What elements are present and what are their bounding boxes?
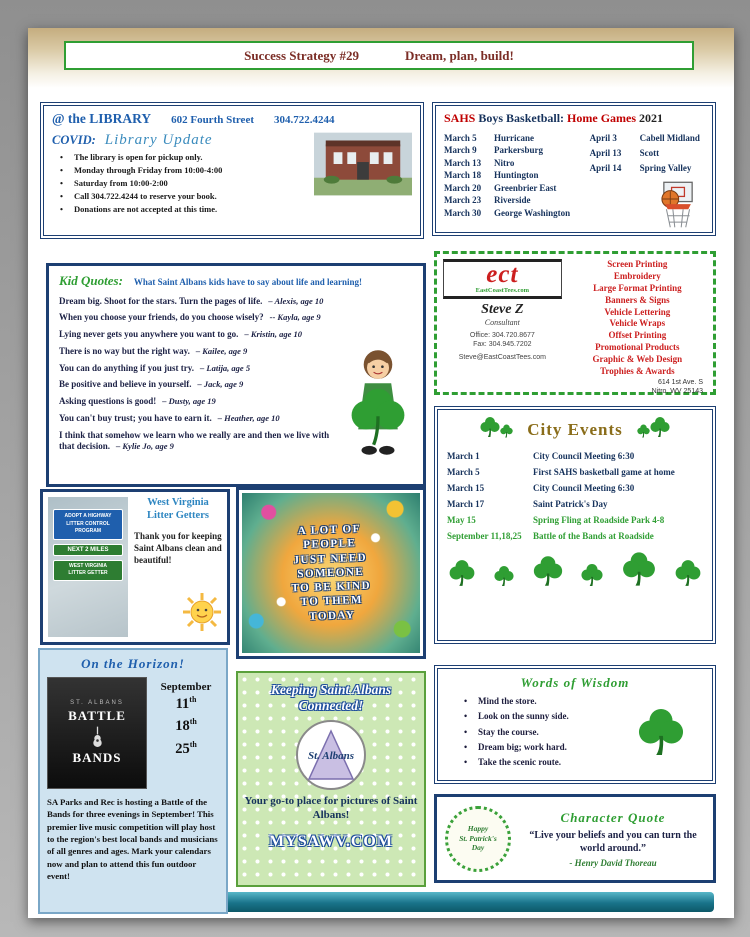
event-date: March 17	[447, 499, 485, 509]
library-building-photo	[314, 132, 412, 196]
litter-body: Thank you for keeping Saint Albans clean and beautiful!	[134, 531, 222, 566]
connected-title	[244, 682, 418, 713]
shamrock-icon	[581, 563, 603, 587]
game-date: March 5	[444, 132, 477, 143]
east-coast-tees-ad	[434, 251, 716, 395]
kindness-line: PEOPLE	[303, 537, 357, 552]
kindness-line: TO THEM	[300, 594, 364, 609]
ect-services-column	[568, 259, 707, 395]
library-bullet: • Donations are not accepted at this time.	[52, 204, 306, 214]
badge-line: Day	[471, 843, 485, 853]
event-desc: First SAHS basketball game at home	[533, 467, 675, 477]
library-title: @ the LIBRARY	[52, 111, 152, 126]
date-suffix: th	[189, 740, 197, 750]
sign-line: LITTER GETTER	[68, 570, 108, 576]
game-date: April 14	[589, 162, 622, 173]
covid-update-heading	[52, 131, 306, 149]
wisdom-item: • Look on the sunny side.	[448, 709, 638, 724]
quote-attribution: – Latija, age 5	[200, 362, 251, 373]
date-number: 25	[175, 740, 190, 757]
event-desc: Battle of the Bands at Roadside	[533, 531, 654, 541]
litter-getters-section	[40, 489, 230, 645]
badge-line: Happy	[467, 824, 489, 834]
ect-service: Embroidery	[613, 270, 661, 281]
ect-address-line1: 614 1st Ave. S	[657, 378, 703, 386]
wisdom-item: • Take the scenic route.	[448, 755, 638, 770]
event-desc: City Council Meeting 6:30	[533, 451, 635, 461]
st-patricks-wreath-badge	[445, 806, 511, 872]
quote-attribution: – Kylie Jo, age 9	[116, 440, 174, 451]
ect-consultant-role: Consultant	[484, 317, 520, 327]
game-row	[444, 170, 590, 180]
game-date: March 30	[444, 207, 482, 218]
ect-logo-text: ect	[486, 261, 519, 288]
library-bullet: • Monday through Friday from 10:00-4:00	[52, 165, 306, 175]
kindness-line: SOMEONE	[297, 565, 365, 581]
shamrock-icon	[480, 416, 513, 443]
kid-quotes-header	[59, 272, 413, 290]
shamrock-girl-clipart	[343, 348, 413, 458]
city-events-title: City Events	[527, 419, 623, 439]
success-strategy-banner	[64, 41, 694, 70]
words-of-wisdom-section	[434, 665, 716, 784]
quote-text: Be positive and believe in yourself.	[59, 379, 192, 390]
ect-service: Banners & Signs	[605, 294, 670, 305]
quote-attribution: – Alexis, age 10	[268, 295, 324, 306]
kid-quote	[59, 296, 413, 307]
horizon-row	[47, 677, 219, 789]
game-row	[444, 145, 590, 155]
basketball-hoop-icon	[652, 181, 704, 240]
quote-text: When you choose your friends, do you choose wisely?	[59, 312, 264, 323]
basketball-april-column	[590, 130, 704, 240]
kid-quote	[59, 312, 413, 323]
library-body	[52, 130, 412, 217]
banner-right-text: Dream, plan, build!	[404, 47, 514, 63]
on-the-horizon-section	[38, 648, 228, 914]
game-row	[590, 133, 704, 143]
quote-text: I think that somehow we learn who we really are and then we live with that decision.	[59, 429, 330, 451]
sign-line: LITTER CONTROL	[66, 520, 110, 527]
st-albans-logo-text: St. Albans	[307, 750, 355, 763]
shamrock-icon	[449, 559, 475, 587]
ect-fax: Fax: 304.945.7202	[473, 341, 532, 349]
sign-line: ADOPT A HIGHWAY	[64, 513, 112, 519]
battle-of-bands-poster	[47, 677, 147, 789]
covid-label: COVID:	[52, 133, 96, 147]
shamrock-icon	[494, 565, 514, 587]
connected-title-line: Keeping Saint Albans	[270, 682, 392, 697]
shamrock-icon	[637, 416, 670, 443]
litter-title: West Virginia Litter Getters	[147, 497, 209, 521]
event-date: May 15	[447, 515, 476, 525]
ect-service: Offset Printing	[608, 330, 667, 341]
game-opponent: Nitro	[494, 157, 515, 168]
poster-line: BANDS	[72, 750, 122, 765]
date-suffix: th	[189, 717, 197, 727]
connected-title-line: Connected!	[298, 697, 364, 713]
game-opponent: Parkersburg	[494, 145, 543, 155]
kindness-line: TO BE KIND	[291, 579, 372, 595]
shamrock-row	[447, 551, 703, 587]
event-date: September 11,18,25	[447, 531, 522, 541]
game-row	[444, 195, 590, 205]
basketball-section	[432, 102, 716, 236]
ect-office-phone: Office: 304.720.8677	[469, 331, 535, 339]
basketball-march-column	[444, 130, 590, 240]
quote-attribution: – Kailee, age 9	[195, 345, 248, 356]
quote-text: There is no way but the right way.	[59, 345, 190, 356]
basketball-year: 2021	[639, 111, 664, 125]
game-row	[590, 148, 704, 158]
event-date: March 1	[447, 451, 480, 461]
library-text-column	[52, 130, 306, 217]
kid-quote	[59, 329, 413, 340]
game-opponent: George Washington	[494, 207, 571, 218]
game-opponent: Cabell Midland	[639, 132, 700, 143]
library-section	[40, 102, 424, 239]
game-opponent: Greenbrier East	[494, 182, 557, 193]
date-number: 11	[175, 696, 190, 712]
horizon-dates	[153, 677, 219, 789]
litter-getter-sign	[53, 560, 123, 581]
city-events-header	[447, 416, 703, 443]
connected-website: MYSAWV.COM	[269, 832, 393, 850]
game-row	[444, 133, 590, 143]
game-opponent: Huntington	[494, 170, 539, 180]
litter-sign-photo	[48, 497, 128, 637]
city-events-list	[447, 451, 703, 541]
horizon-body: SA Parks and Rec is hosting a Battle of the Bands for three evenings in September! This premier live music competition will play host to the region's best local bands and musicians of all genres and ages. Mark your calendars now and plan to attend this fun outdoor event!	[47, 797, 218, 881]
ect-address-line2: Nitro, WV 25143	[651, 387, 703, 395]
game-date: March 18	[444, 170, 482, 180]
wisdom-row	[448, 694, 702, 770]
wisdom-item: • Dream big; work hard.	[448, 740, 638, 755]
connected-body: Your go-to place for pictures of Saint Albans!	[244, 795, 418, 821]
date-suffix: th	[189, 695, 197, 705]
quote-attribution: -- Kayla, age 9	[269, 312, 321, 323]
kindness-text	[289, 522, 372, 625]
character-quote-title: Character Quote	[560, 809, 666, 825]
game-row	[444, 183, 590, 193]
event-desc: City Council Meeting 6:30	[533, 483, 635, 493]
kindness-line: JUST NEED	[293, 551, 368, 566]
library-address: 602 Fourth Street	[171, 114, 254, 126]
wisdom-list	[448, 694, 638, 770]
next-two-miles-sign: NEXT 2 MILES	[53, 544, 123, 556]
ect-service: Vehicle Wraps	[609, 318, 666, 329]
quote-text: Lying never gets you anywhere you want to go.	[59, 329, 239, 339]
kindness-line: TODAY	[309, 608, 356, 623]
ect-service: Graphic & Web Design	[592, 354, 683, 364]
sun-icon	[182, 592, 222, 637]
adopt-highway-sign	[53, 509, 123, 540]
date-number: 18	[175, 718, 190, 735]
st-albans-logo	[296, 720, 366, 790]
character-quote-body	[521, 810, 705, 868]
ect-logo-sub: EastCoastTees.com	[475, 286, 530, 294]
newsletter-page	[28, 28, 734, 918]
litter-text-column	[134, 497, 222, 637]
library-bullet-list	[52, 152, 306, 214]
game-date: March 13	[444, 157, 482, 168]
basketball-schedule	[444, 130, 704, 240]
ect-service: Promotional Products	[595, 342, 680, 353]
wisdom-item: • Mind the store.	[448, 694, 638, 709]
game-date: April 13	[589, 147, 622, 158]
kid-quotes-section	[46, 263, 426, 487]
kindness-line: A LOT OF	[297, 522, 362, 538]
game-date: March 9	[444, 145, 477, 155]
poster-line: ST. ALBANS	[70, 700, 124, 706]
ect-consultant-name: Steve Z	[481, 301, 524, 317]
guitar-icon	[91, 726, 104, 748]
game-opponent: Scott	[639, 147, 660, 158]
game-opponent: Riverside	[494, 195, 531, 205]
connected-section	[236, 671, 426, 887]
game-row	[444, 208, 590, 218]
badge-line: St. Patrick's	[459, 833, 497, 843]
sign-line: PROGRAM	[74, 528, 102, 534]
character-quote-attribution: - Henry David Thoreau	[569, 857, 657, 868]
horizon-date	[153, 693, 219, 715]
shamrock-icon	[675, 559, 701, 587]
quote-attribution: – Heather, age 10	[217, 412, 280, 423]
ect-service: Trophies & Awards	[600, 365, 675, 376]
kid-quotes-subtitle: What Saint Albans kids have to say about life and learning!	[133, 277, 362, 287]
library-bullet: • The library is open for pickup only.	[52, 152, 306, 162]
poster-line: BATTLE	[68, 708, 126, 723]
horizon-date	[153, 738, 219, 760]
sign-line: WEST VIRGINIA	[68, 562, 108, 569]
library-update-label: Library Update	[104, 132, 213, 148]
event-desc: Saint Patrick's Day	[533, 499, 608, 509]
game-date: March 20	[444, 182, 482, 193]
game-row	[590, 163, 704, 173]
horizon-date	[153, 715, 219, 737]
basketball-title-highlight: Home Games	[567, 111, 637, 125]
library-bullet: • Saturday from 10:00-2:00	[52, 178, 306, 188]
ect-service: Screen Printing	[607, 259, 668, 269]
ect-address	[568, 378, 707, 396]
character-quote-text: “Live your beliefs and you can turn the world around.”	[529, 829, 697, 854]
quote-text: Dream big. Shoot for the stars. Turn the pages of life.	[59, 295, 263, 306]
ect-service: Vehicle Lettering	[604, 306, 671, 317]
event-date: March 15	[447, 483, 485, 493]
basketball-title-mid: Boys Basketball:	[478, 111, 565, 125]
ect-email: Steve@EastCoastTees.com	[458, 353, 546, 361]
shamrock-icon	[533, 555, 563, 587]
quote-attribution: – Jack, age 9	[197, 379, 244, 390]
basketball-title	[444, 111, 704, 126]
city-events-section	[434, 406, 716, 644]
horizon-title: On the Horizon!	[81, 656, 185, 671]
banner-left-text: Success Strategy #29	[244, 47, 359, 63]
game-opponent: Hurricane	[494, 132, 534, 143]
quote-text: You can do anything if you just try.	[59, 362, 195, 373]
event-date: March 5	[447, 467, 480, 477]
ect-left-column	[443, 259, 562, 387]
character-quote-section	[434, 794, 716, 883]
ect-logo	[443, 259, 562, 299]
ect-service: Large Format Printing	[593, 282, 682, 293]
library-phone: 304.722.4244	[274, 114, 335, 126]
game-date: April 3	[589, 132, 617, 143]
event-desc: Spring Fling at Roadside Park 4-8	[533, 515, 665, 525]
basketball-team: SAHS	[444, 111, 476, 125]
quote-attribution: – Dusty, age 19	[162, 396, 216, 406]
kindness-art-section	[236, 487, 426, 659]
game-date: March 23	[444, 195, 482, 205]
kindness-artwork	[242, 493, 420, 653]
game-opponent: Spring Valley	[639, 162, 692, 173]
quote-attribution: – Kristin, age 10	[244, 329, 303, 339]
wisdom-title: Words of Wisdom	[520, 675, 630, 690]
shamrock-icon	[622, 551, 656, 587]
shamrock-icon	[638, 707, 684, 757]
library-header	[52, 111, 412, 127]
horizon-month: September	[160, 681, 212, 693]
library-bullet: • Call 304.722.4244 to reserve your book.	[52, 191, 306, 201]
ect-phone-block	[443, 331, 562, 350]
quote-text: Asking questions is good!	[59, 396, 157, 406]
wisdom-item: • Stay the course.	[448, 725, 638, 740]
game-row	[444, 158, 590, 168]
kid-quotes-title: Kid Quotes:	[59, 273, 123, 288]
quote-text: You can't buy trust; you have to earn it.	[59, 412, 212, 423]
